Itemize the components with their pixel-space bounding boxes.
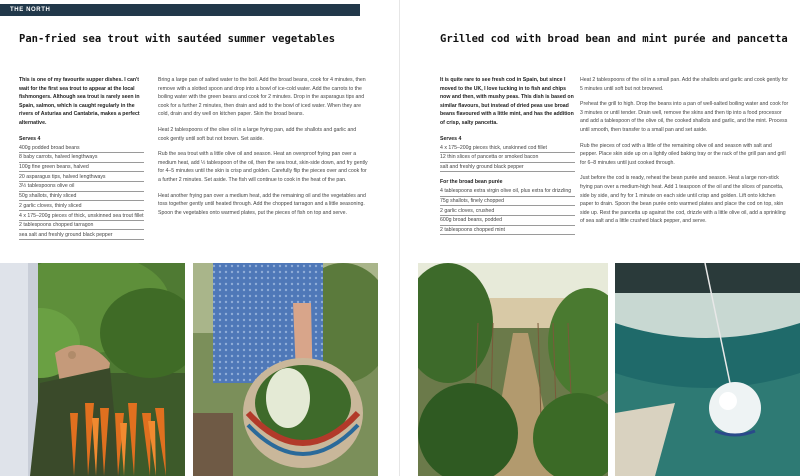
ingredient-item: 400g podded broad beans <box>19 143 144 153</box>
ingredient-item: 2 garlic cloves, thinly sliced <box>19 201 144 211</box>
ingredient-item: 50g shallots, thinly sliced <box>19 192 144 202</box>
ingredient-item: 4 x 175–200g pieces thick, unskinned cod fillet <box>440 143 575 153</box>
left-method-column <box>158 76 368 224</box>
method-step: Heat 2 tablespoons of the olive oil in a large frying pan, add the shallots and garlic and cook gently until soft but not brown. Set aside. <box>158 126 357 142</box>
right-intro-column <box>440 76 575 235</box>
serves-label: Serves 4 <box>19 135 41 142</box>
ingredient-item: 600g broad beans, podded <box>440 216 575 226</box>
recipe-intro: This is one of my favourite supper dishes. I can't wait for the first sea trout to appear at the local fishmongers. Although sea trout is rarely seen in Spain, salmon, which is caught regularly in the rivers of Asturias and Cantabria, makes a perfect alternative. <box>19 77 140 126</box>
ingredient-item: 8 baby carrots, halved lengthways <box>19 153 144 163</box>
ingredient-item: sea salt and freshly ground black pepper <box>19 230 144 240</box>
left-intro-column <box>19 76 144 240</box>
method-step: Just before the cod is ready, reheat the bean purée and season. Heat a large non-stick frying pan over a medium-high heat. Add 1 teaspoon of the oil and the slices of pancetta, side by side, and fry for 1 minute on each side until crisp and golden. Lift onto kitchen paper to drain. Spoon the bean purée onto warmed plates and place the cod on top, skin side up. Rest the pancetta up against the cod, drizzle with a little olive oil, add a sprinkling of sea salt and a little crushed black pepper, and serve. <box>580 175 786 225</box>
ingredient-list <box>19 135 144 241</box>
photo-boat <box>615 263 800 476</box>
method-step: Rub the pieces of cod with a little of the remaining olive oil and season with salt and pepper. Place skin side up on a lightly oiled baking tray or the rack of the grill pan and grill for 6–8 minutes until just cooked through. <box>580 142 786 166</box>
right-page <box>400 0 800 476</box>
garden-photo-image <box>418 263 608 476</box>
ingredient-item: 12 thin slices of pancetta or smoked bacon <box>440 153 575 163</box>
method-step: Preheat the grill to high. Drop the beans into a pan of well-salted boiling water and cook for 3 minutes or until tender. Drain well, remove the skins and then tip into a food processor and add a tablespoon of the olive oil, the cooked shallots and garlic, and the mint. Process until smooth, then transfer to a small pan and set aside. <box>580 101 789 133</box>
photo-garden <box>418 263 608 476</box>
ingredient-item: 100g fine green beans, halved <box>19 163 144 173</box>
ingredient-item: 3½ tablespoons olive oil <box>19 182 144 192</box>
recipe-title-cod: Grilled cod with broad bean and mint purée and pancetta <box>440 33 788 45</box>
ingredient-item: 2 tablespoons chopped mint <box>440 226 575 236</box>
serves-label: Serves 4 <box>440 135 462 142</box>
method-step: Bring a large pan of salted water to the boil. Add the broad beans, cook for 4 minutes, then remove with a slotted spoon and drop into a bowl of ice-cold water. Add the carrots to the boiling water with the green beans and cook for 2 minutes. Drop in the asparagus tips and cook for a further 2 minutes, then drain and add to the bowl of iced water. When they are cold, drain and dry well on kitchen paper. Skin the broad beans. <box>158 77 366 118</box>
method-step: Heat 2 tablespoons of the oil in a small pan. Add the shallots and garlic and cook gently for 5 minutes until soft but not browned. <box>580 77 788 92</box>
recipe-title-sea-trout: Pan-fried sea trout with sautéed summer vegetables <box>19 33 336 45</box>
carrots-photo-image <box>0 263 185 476</box>
section-tag: THE NORTH <box>0 4 360 16</box>
ingredient-item: 4 x 175–200g pieces of thick, unskinned sea trout fillet <box>19 211 144 221</box>
ingredient-list <box>440 135 575 236</box>
method-step: Rub the sea trout with a little olive oil and season. Heat an ovenproof frying pan over a medium heat, add ½ tablespoon of the oil, then the sea trout, skin-side down, and fry gently for 4–5 minutes until the skin is crisp and golden. Carefully flip the pieces over and cook for a further 2 minutes. Set aside. The fish will continue to cook in the heat of the pan. <box>158 151 368 183</box>
ingredient-item: 2 tablespoons chopped tarragon <box>19 221 144 231</box>
ingredient-item: 20 asparagus tips, halved lengthways <box>19 172 144 182</box>
ingredient-item: 4 tablespoons extra virgin olive oil, plus extra for drizzling <box>440 187 575 197</box>
puree-heading: For the broad bean purée <box>440 179 503 186</box>
photo-carrots <box>0 263 185 476</box>
photo-basket <box>193 263 378 476</box>
boat-photo-image <box>615 263 800 476</box>
ingredient-item: salt and freshly ground black pepper <box>440 163 575 173</box>
ingredient-item: 75g shallots, finely chopped <box>440 197 575 207</box>
right-method-column <box>580 76 790 233</box>
basket-photo-image <box>193 263 378 476</box>
ingredient-item: 2 garlic cloves, crushed <box>440 206 575 216</box>
recipe-intro: It is quite rare to see fresh cod in Spain, but since I moved to the UK, I love tucking in to fish and chips now and then, with mushy peas. This dish is based on similar flavours, but instead of dried peas use broad beans flavoured with a little mint, and has the addition of crisp, salty pancetta. <box>440 77 574 126</box>
method-step: Heat another frying pan over a medium heat, add the remaining oil and the vegetables and toss together gently until heated through. Add the chopped tarragon and a little seasoning. Spoon the vegetables onto warmed plates, put the pieces of fish on top and serve. <box>158 192 366 216</box>
